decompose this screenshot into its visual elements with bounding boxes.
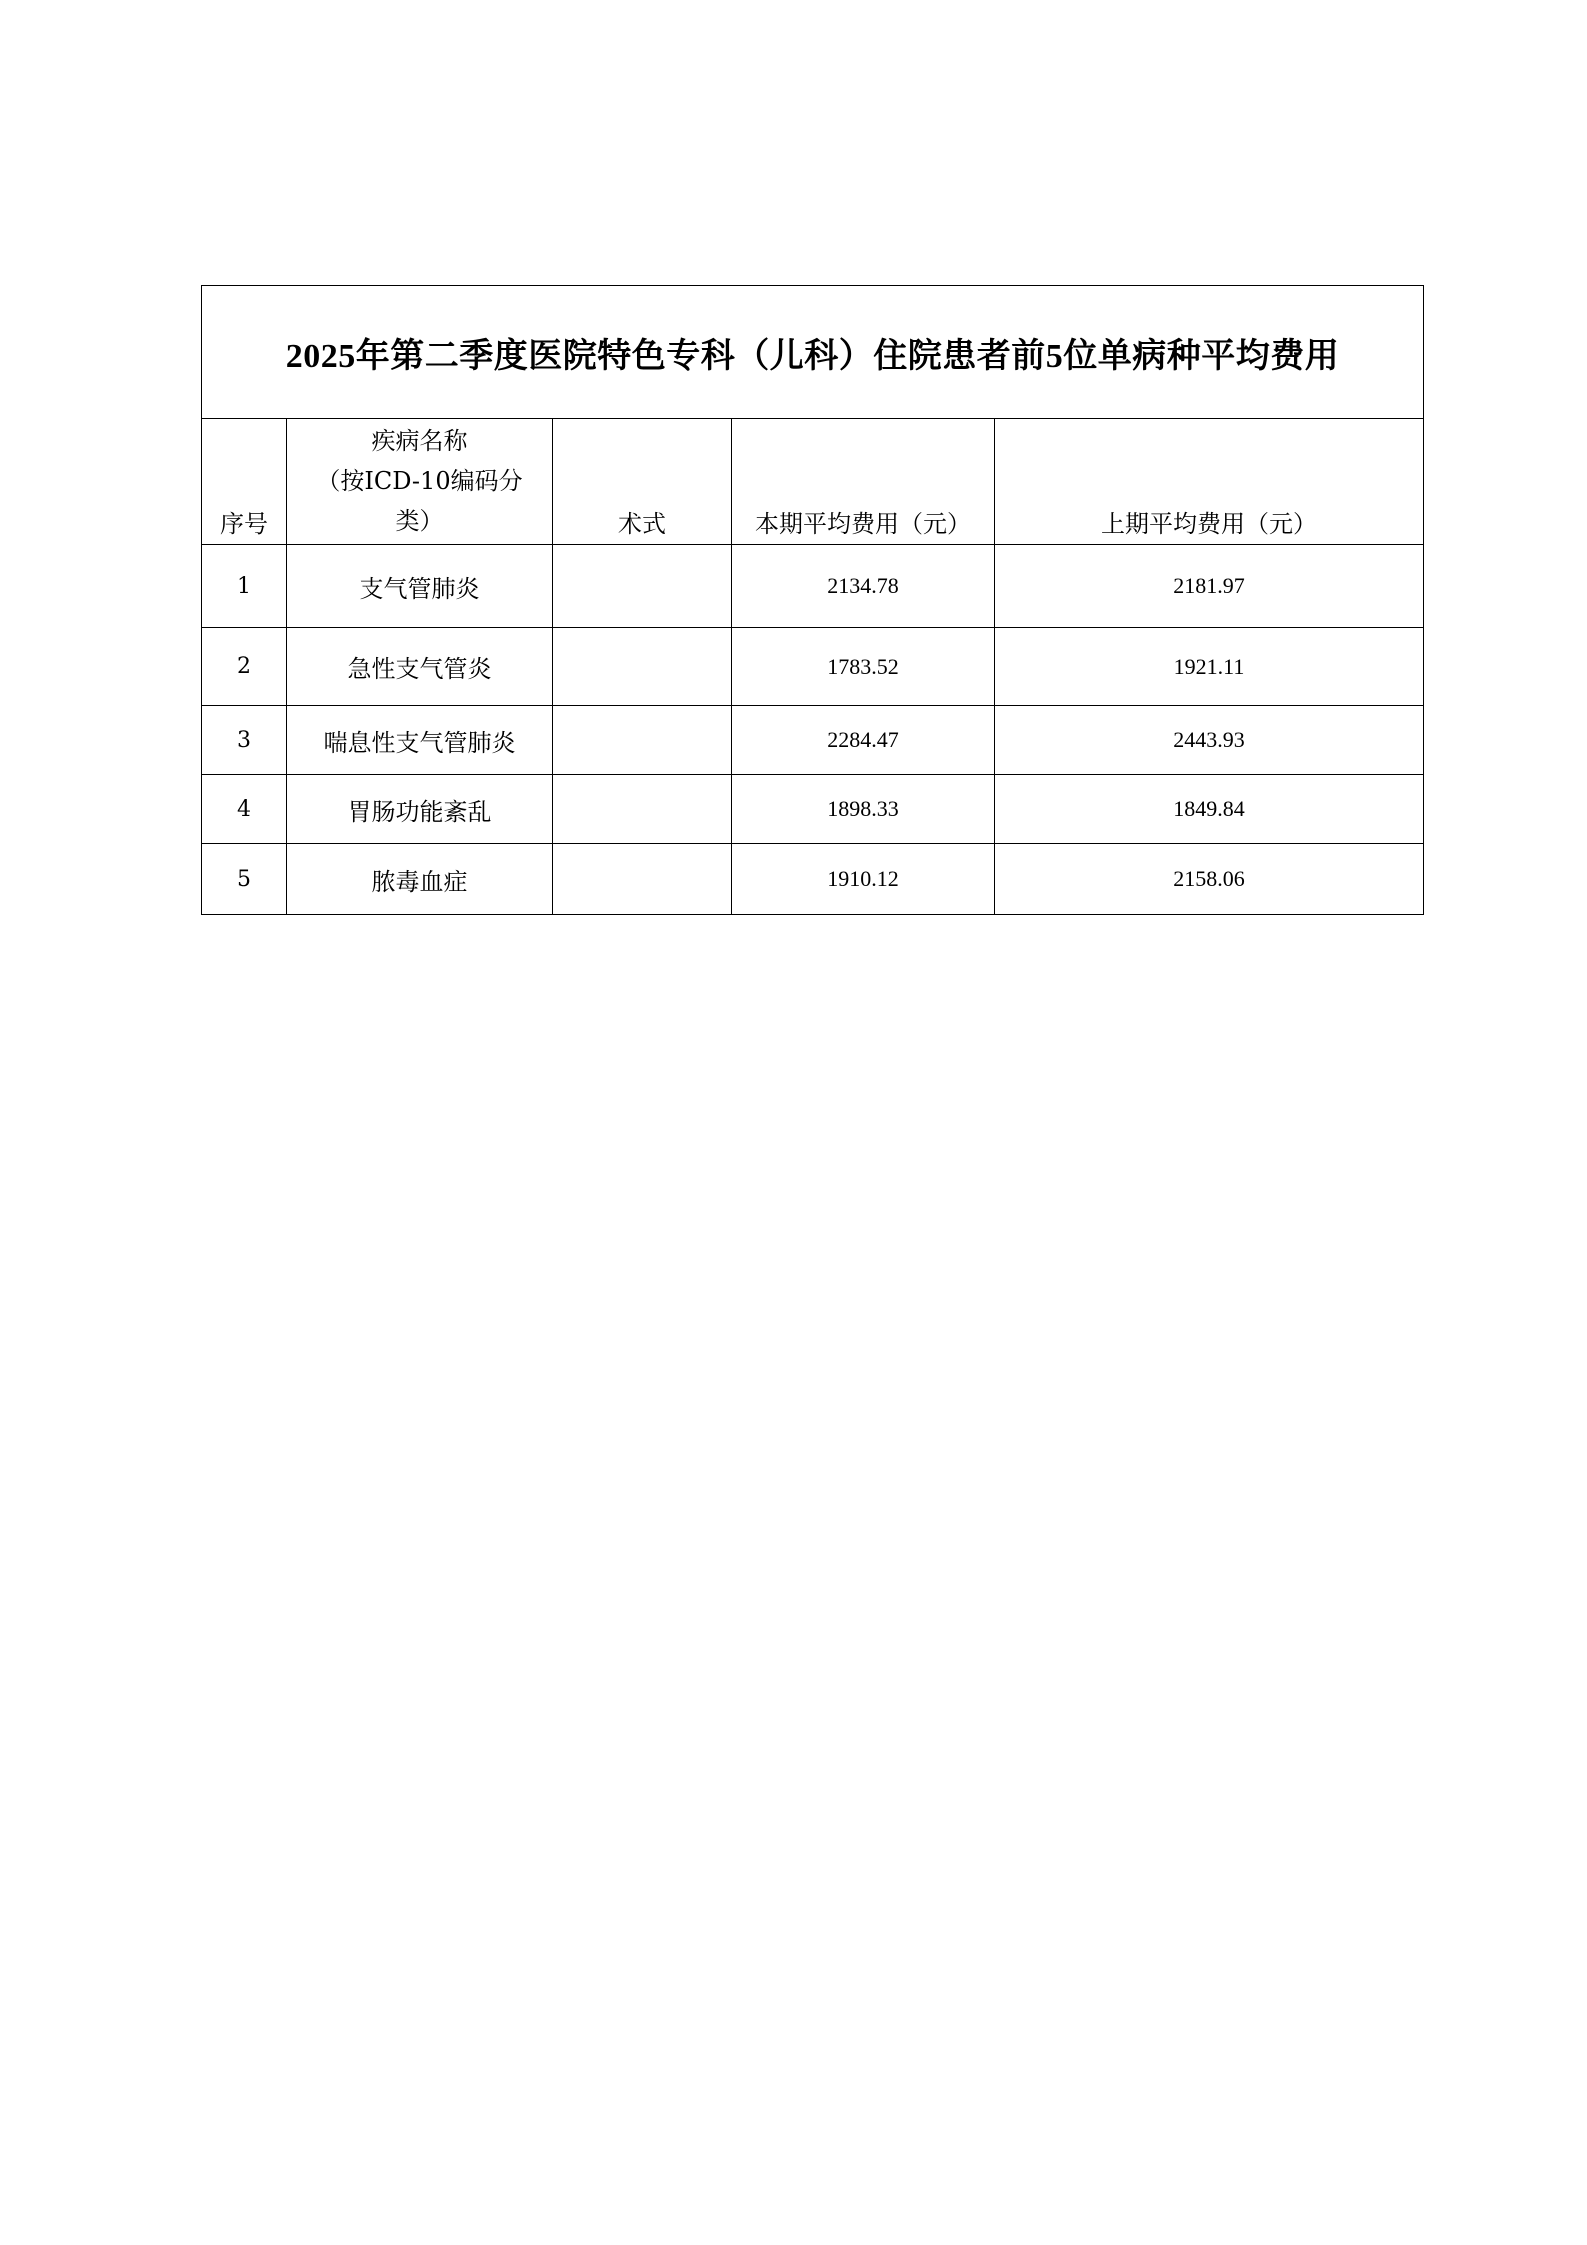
row-current-avg: 1910.12	[732, 844, 995, 915]
row-previous-avg: 1921.11	[995, 628, 1424, 706]
table-row	[202, 775, 1424, 844]
row-current-avg: 2284.47	[732, 706, 995, 775]
header-previous-avg: 上期平均费用（元）	[995, 419, 1424, 545]
row-seq: 4	[202, 775, 287, 844]
row-disease: 喘息性支气管肺炎	[287, 706, 553, 775]
row-disease: 急性支气管炎	[287, 628, 553, 706]
row-current-avg: 1898.33	[732, 775, 995, 844]
row-disease: 胃肠功能紊乱	[287, 775, 553, 844]
header-disease-line3: 类）	[395, 507, 444, 535]
row-seq: 3	[202, 706, 287, 775]
row-previous-avg: 2443.93	[995, 706, 1424, 775]
cost-table	[201, 285, 1424, 915]
header-disease-line1: 疾病名称	[371, 427, 468, 455]
row-disease: 支气管肺炎	[287, 545, 553, 628]
header-procedure: 术式	[553, 419, 732, 545]
title-row	[202, 286, 1424, 419]
table-row	[202, 545, 1424, 628]
row-procedure	[553, 628, 732, 706]
row-seq: 2	[202, 628, 287, 706]
header-row	[202, 419, 1424, 545]
header-disease-line2: （按ICD-10编码分	[316, 467, 523, 495]
table-row	[202, 706, 1424, 775]
row-procedure	[553, 706, 732, 775]
row-current-avg: 1783.52	[732, 628, 995, 706]
table-title: 2025年第二季度医院特色专科（儿科）住院患者前5位单病种平均费用	[285, 337, 1340, 375]
header-current-avg: 本期平均费用（元）	[732, 419, 995, 545]
header-seq: 序号	[202, 419, 287, 545]
row-procedure	[553, 844, 732, 915]
table-row	[202, 628, 1424, 706]
header-disease	[287, 419, 553, 545]
row-previous-avg: 2158.06	[995, 844, 1424, 915]
row-current-avg: 2134.78	[732, 545, 995, 628]
row-previous-avg: 1849.84	[995, 775, 1424, 844]
row-previous-avg: 2181.97	[995, 545, 1424, 628]
row-seq: 5	[202, 844, 287, 915]
row-seq: 1	[202, 545, 287, 628]
row-procedure	[553, 775, 732, 844]
table-title-cell	[202, 286, 1424, 419]
row-disease: 脓毒血症	[287, 844, 553, 915]
row-procedure	[553, 545, 732, 628]
table-row	[202, 844, 1424, 915]
